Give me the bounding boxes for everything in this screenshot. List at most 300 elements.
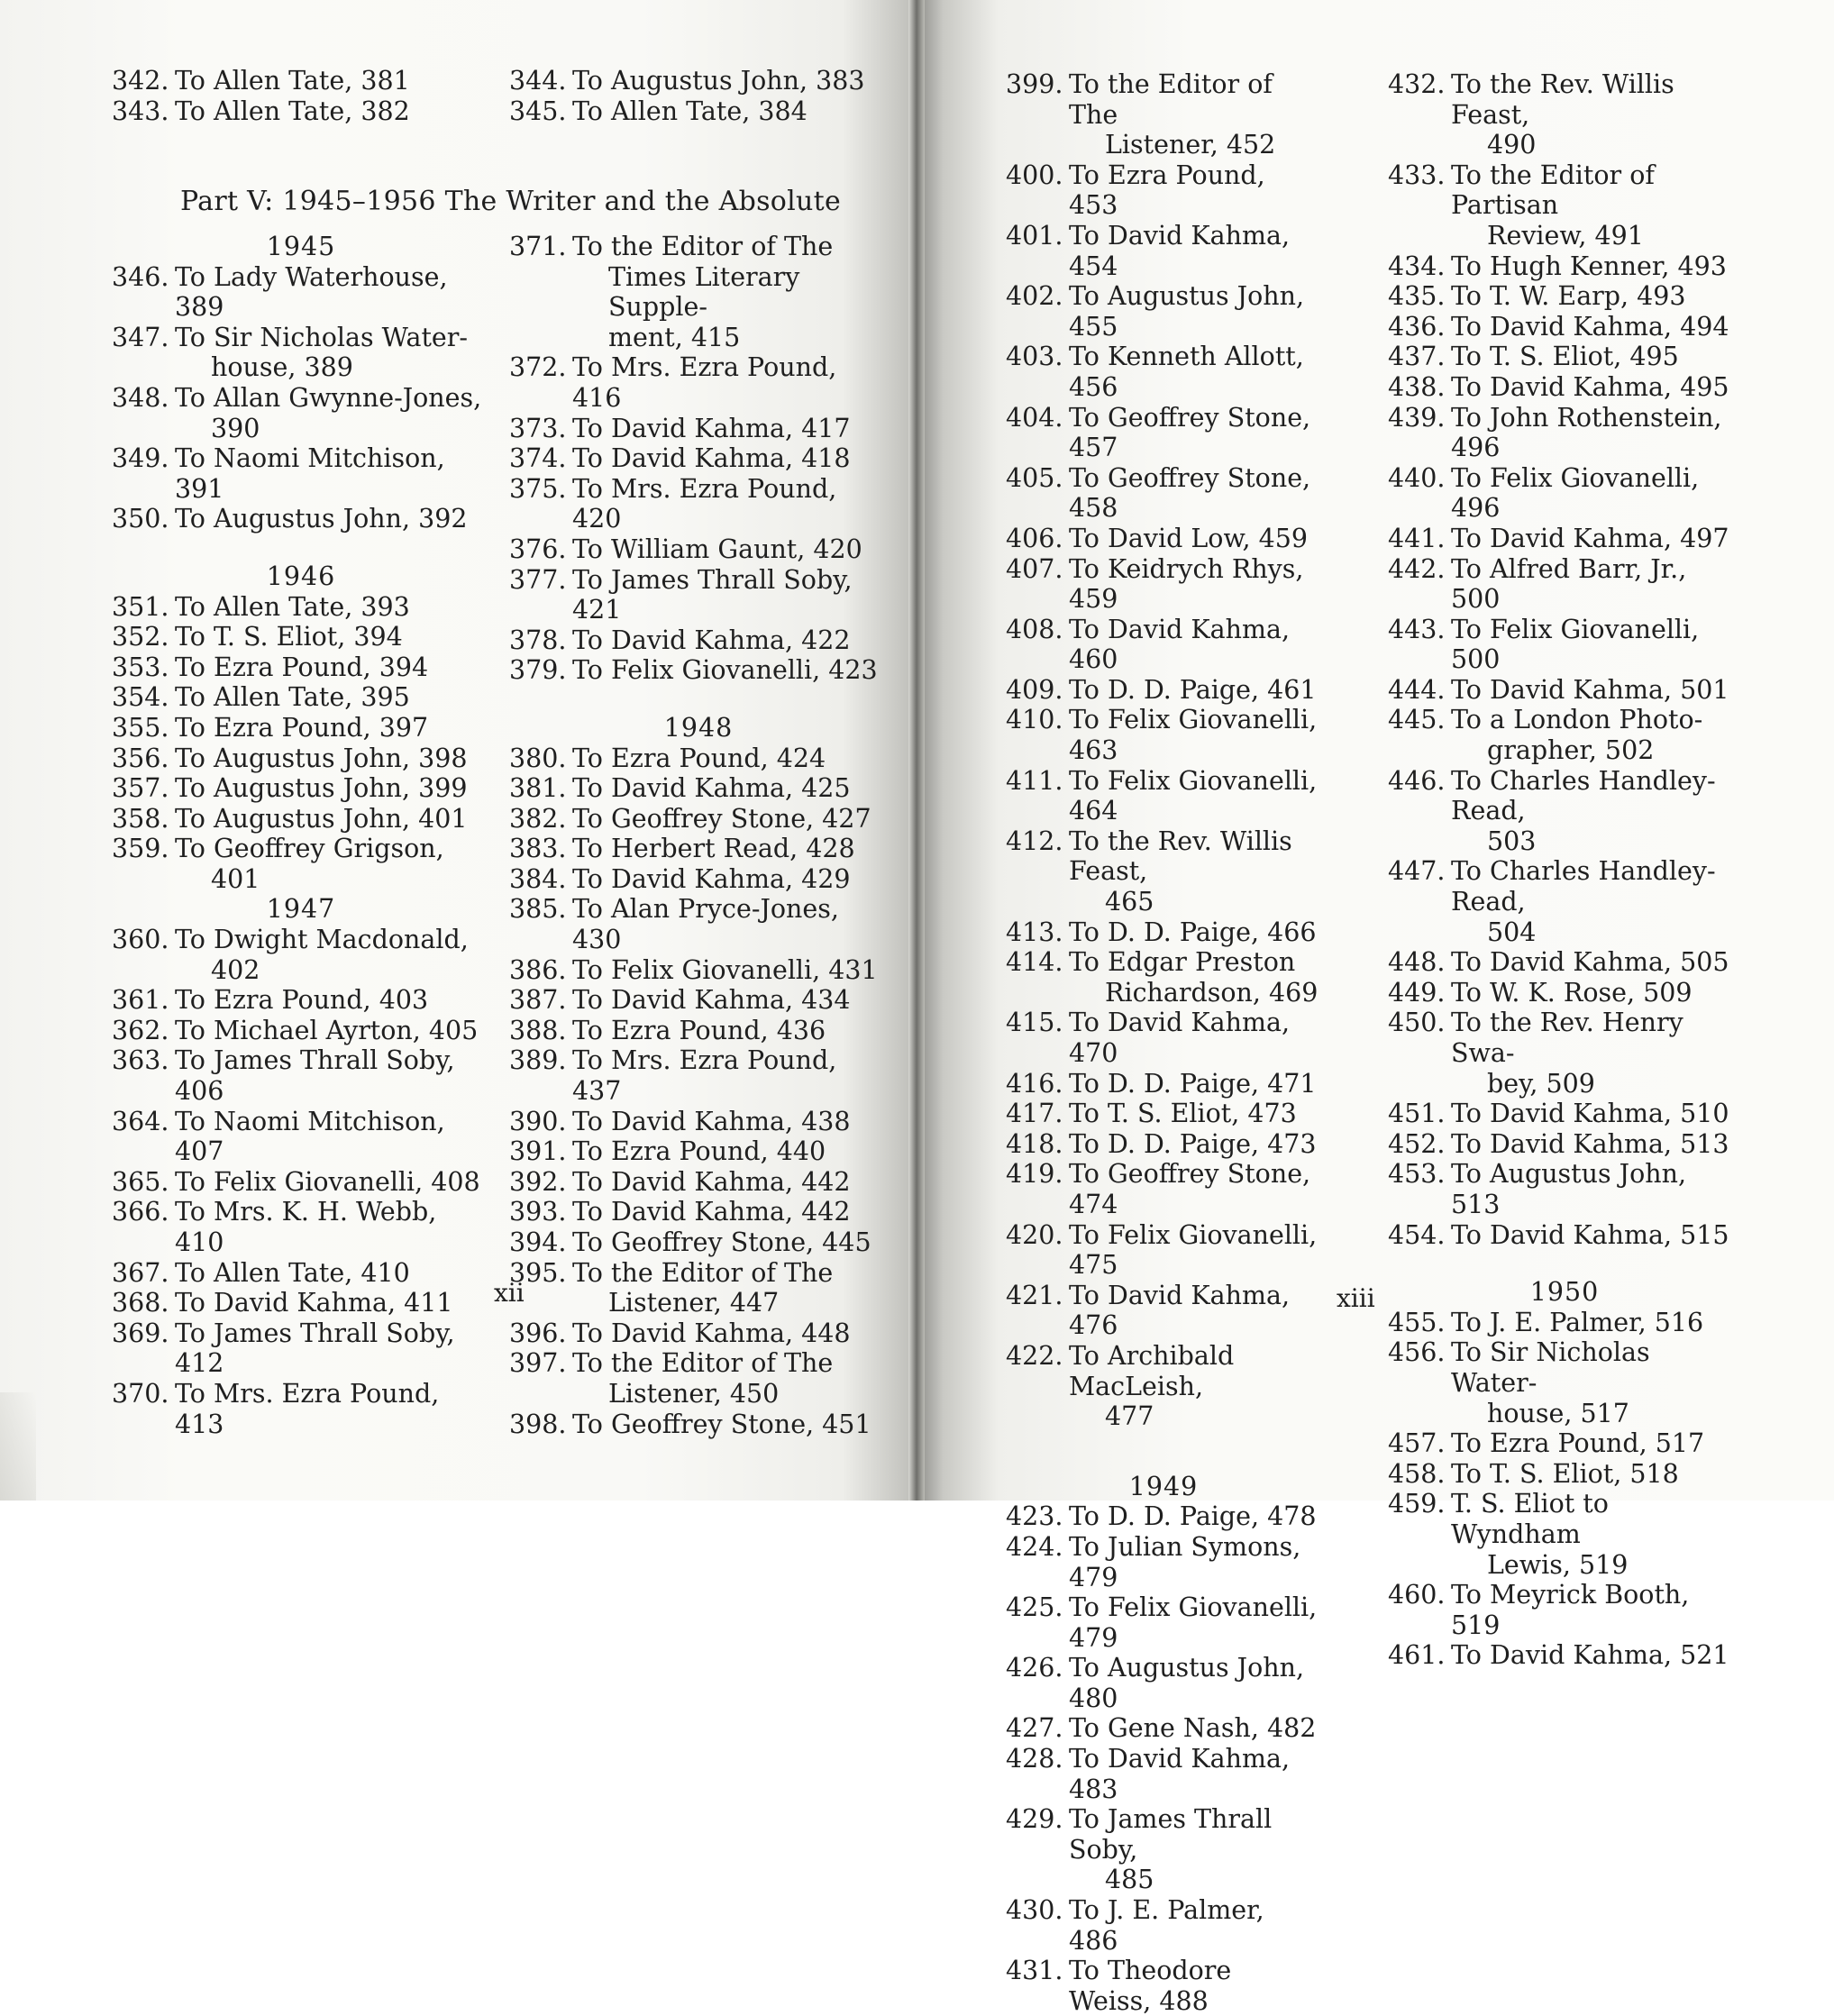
entry-text: To Augustus John, 392 (175, 504, 468, 534)
entry-number: 342. (112, 66, 169, 96)
toc-entry (112, 1379, 490, 1439)
entry-number: 429. (1006, 1804, 1063, 1835)
entry-number: 354. (112, 682, 169, 713)
year-heading: 1949 (1128, 1471, 1199, 1501)
toc-entry (112, 592, 490, 623)
toc-entry (509, 1348, 888, 1409)
entry-text: To Charles Handley-Read, (1451, 765, 1716, 826)
entry-text: To David Low, 459 (1069, 523, 1308, 553)
entry-text: To Mrs. Ezra Pound, 413 (175, 1378, 440, 1439)
entry-number: 405. (1006, 462, 1063, 493)
entry-text: To David Kahma, 438 (572, 1106, 851, 1136)
entry-number: 357. (112, 773, 169, 804)
toc-entry (112, 1107, 490, 1167)
entry-text: 402 (211, 954, 260, 985)
entry-number: 360. (112, 925, 169, 955)
toc-entry (1006, 917, 1321, 948)
entry-text: To Allen Tate, 395 (175, 682, 410, 713)
entry-number: 417. (1006, 1099, 1063, 1129)
entry-text: To the Editor of The (572, 1348, 834, 1379)
entry-number: 350. (112, 504, 169, 534)
entry-text: To Augustus John, 513 (1451, 1159, 1687, 1219)
toc-entry (1388, 1428, 1741, 1459)
entry-text: T. S. Eliot to Wyndham (1451, 1489, 1609, 1549)
entry-number: 389. (509, 1045, 567, 1076)
toc-entry (1388, 1580, 1741, 1640)
toc-entry (112, 1318, 490, 1379)
entry-text: Times Literary Supple- (608, 261, 800, 323)
toc-column (509, 66, 888, 126)
toc-entry (1388, 675, 1741, 706)
toc-entry (1006, 554, 1321, 615)
toc-column (1006, 69, 1321, 2016)
toc-entry (509, 534, 888, 565)
toc-entry (1388, 251, 1741, 282)
entry-number: 349. (112, 443, 169, 474)
toc-entry (1006, 1008, 1321, 1068)
entry-number: 451. (1388, 1099, 1446, 1129)
entry-number: 395. (509, 1257, 567, 1288)
entry-number: 408. (1006, 614, 1063, 644)
entry-text: ment, 415 (608, 322, 741, 352)
entry-number: 387. (509, 985, 567, 1016)
entry-number: 453. (1388, 1159, 1446, 1190)
entry-text: To D. D. Paige, 461 (1069, 674, 1317, 705)
toc-entry (509, 1409, 888, 1440)
toc-entry (112, 1288, 490, 1318)
entry-text: To David Kahma, 422 (572, 625, 851, 655)
entry-number: 391. (509, 1136, 567, 1167)
entry-text: To David Kahma, 442 (572, 1166, 851, 1197)
entry-number: 393. (509, 1197, 567, 1227)
entry-number: 406. (1006, 523, 1063, 553)
toc-entry (1006, 1956, 1321, 2016)
entry-text: To D. D. Paige, 478 (1069, 1501, 1317, 1532)
entry-text: To James Thrall Soby, 412 (175, 1318, 455, 1379)
entry-text: To David Kahma, 454 (1069, 220, 1291, 281)
entry-text: To Ezra Pound, 403 (175, 985, 429, 1016)
entry-text: To the Editor of The (572, 1257, 834, 1288)
entry-number: 437. (1388, 342, 1446, 372)
toc-entry (509, 894, 888, 954)
entry-text: To Ezra Pound, 424 (572, 743, 826, 773)
entry-text: To Alfred Barr, Jr., 500 (1451, 553, 1687, 615)
toc-entry (509, 352, 888, 413)
entry-number: 409. (1006, 674, 1063, 705)
entry-text: Lewis, 519 (1487, 1549, 1629, 1580)
entry-text: To Geoffrey Grigson, (175, 834, 444, 864)
toc-entry (509, 443, 888, 474)
entry-number: 419. (1006, 1159, 1063, 1190)
toc-entry (1006, 69, 1321, 160)
entry-number: 414. (1006, 947, 1063, 978)
toc-entry (1388, 1099, 1741, 1129)
entry-text: 477 (1105, 1401, 1154, 1432)
entry-text: To William Gaunt, 420 (572, 534, 862, 564)
entry-text: To David Kahma, 505 (1451, 947, 1729, 978)
entry-text: To Felix Giovanelli, 479 (1069, 1592, 1318, 1653)
toc-entry (1006, 342, 1321, 402)
entry-text: To James Thrall Soby, (1069, 1804, 1273, 1865)
toc-entry (1388, 524, 1741, 554)
toc-entry (1006, 463, 1321, 524)
entry-number: 459. (1388, 1489, 1446, 1519)
entry-number: 370. (112, 1378, 169, 1409)
toc-entry (509, 474, 888, 534)
entry-number: 440. (1388, 462, 1446, 493)
entry-text: To Felix Giovanelli, 496 (1451, 462, 1700, 524)
toc-entry (112, 504, 490, 534)
toc-entry (1006, 1592, 1321, 1653)
toc-entry (112, 834, 490, 894)
entry-number: 364. (112, 1106, 169, 1136)
entry-text: To Allen Tate, 381 (175, 66, 410, 96)
entry-text: 465 (1105, 887, 1154, 917)
entry-number: 368. (112, 1288, 169, 1318)
toc-entry (1388, 1159, 1741, 1219)
toc-entry (1388, 766, 1741, 857)
toc-entry (1006, 1501, 1321, 1532)
entry-number: 390. (509, 1106, 567, 1136)
entry-number: 439. (1388, 402, 1446, 433)
entry-text: house, 389 (211, 352, 353, 383)
entry-text: 503 (1487, 826, 1537, 856)
entry-text: To David Kahma, 513 (1451, 1128, 1729, 1159)
entry-text: To Geoffrey Stone, 474 (1069, 1159, 1311, 1219)
toc-entry (1006, 1532, 1321, 1592)
toc-entry (1388, 705, 1741, 765)
entry-number: 455. (1388, 1307, 1446, 1337)
toc-entry (112, 925, 490, 985)
toc-entry (1006, 1744, 1321, 1804)
entry-number: 375. (509, 473, 567, 504)
toc-entry (1006, 221, 1321, 281)
toc-entry (112, 323, 490, 383)
entry-text: To Hugh Kenner, 493 (1451, 251, 1727, 281)
entry-number: 430. (1006, 1895, 1063, 1926)
entry-text: To Alan Pryce-Jones, 430 (572, 894, 839, 955)
entry-text: To Augustus John, 383 (572, 66, 865, 96)
entry-number: 425. (1006, 1592, 1063, 1623)
entry-text: To Augustus John, 399 (175, 773, 468, 804)
entry-number: 443. (1388, 614, 1446, 644)
entry-text: To the Editor of The (572, 232, 834, 261)
entry-number: 461. (1388, 1640, 1446, 1671)
entry-number: 394. (509, 1227, 567, 1257)
toc-entry (509, 66, 888, 96)
entry-text: To the Editor of The (1069, 69, 1273, 130)
entry-text: To Felix Giovanelli, 423 (572, 655, 878, 686)
entry-number: 434. (1388, 251, 1446, 281)
entry-text: To James Thrall Soby, 421 (572, 564, 853, 625)
toc-column (509, 232, 888, 1439)
entry-number: 444. (1388, 674, 1446, 705)
page-corner-shadow (0, 1392, 36, 1501)
entry-number: 398. (509, 1409, 567, 1439)
entry-number: 445. (1388, 705, 1446, 735)
entry-number: 413. (1006, 917, 1063, 947)
toc-entry (112, 1016, 490, 1046)
toc-entry (509, 955, 888, 986)
entry-text: To Ezra Pound, 453 (1069, 160, 1265, 221)
entry-text: To David Kahma, 429 (572, 863, 851, 894)
toc-entry (1006, 705, 1321, 765)
entry-number: 377. (509, 564, 567, 595)
entry-text: To David Kahma, 448 (572, 1318, 851, 1348)
entry-text: To Allen Tate, 393 (175, 591, 410, 622)
entry-number: 432. (1388, 69, 1446, 99)
toc-entry (112, 682, 490, 713)
entry-number: 355. (112, 712, 169, 743)
toc-entry (112, 1167, 490, 1198)
entry-text: To a London Photo- (1451, 705, 1703, 735)
entry-number: 384. (509, 863, 567, 894)
entry-number: 373. (509, 413, 567, 443)
toc-entry (1006, 160, 1321, 221)
entry-number: 407. (1006, 553, 1063, 584)
entry-number: 380. (509, 743, 567, 773)
entry-text: To D. D. Paige, 473 (1069, 1128, 1317, 1159)
entry-text: To Sir Nicholas Water- (175, 322, 469, 352)
right-page (916, 0, 1834, 2016)
entry-text: To David Kahma, 483 (1069, 1744, 1291, 1804)
entry-number: 421. (1006, 1280, 1063, 1310)
entry-text: To Herbert Read, 428 (572, 834, 855, 864)
entry-number: 446. (1388, 765, 1446, 796)
toc-entry (112, 96, 490, 127)
toc-entry (1388, 1008, 1741, 1099)
entry-text: To Augustus John, 480 (1069, 1653, 1305, 1713)
entry-number: 386. (509, 954, 567, 985)
entry-text: To Geoffrey Stone, 457 (1069, 402, 1311, 463)
entry-text: 485 (1105, 1865, 1154, 1895)
entry-text: To Charles Handley-Read, (1451, 856, 1716, 917)
entry-text: To David Kahma, 418 (572, 443, 851, 474)
entry-number: 400. (1006, 160, 1063, 190)
toc-entry (112, 743, 490, 774)
entry-text: To David Kahma, 417 (572, 413, 851, 443)
toc-entry (509, 1167, 888, 1198)
entry-number: 438. (1388, 371, 1446, 402)
toc-entry (112, 773, 490, 804)
year-heading: 1946 (266, 561, 336, 591)
toc-entry (509, 1318, 888, 1349)
entry-text: To Augustus John, 455 (1069, 281, 1305, 342)
entry-text: 401 (211, 863, 260, 894)
toc-entry (509, 1045, 888, 1106)
toc-entry (1388, 978, 1741, 1008)
toc-entry (1388, 281, 1741, 312)
toc-entry (509, 985, 888, 1016)
entry-text: To J. E. Palmer, 486 (1069, 1895, 1264, 1956)
toc-entry (509, 96, 888, 127)
entry-text: To Dwight Macdonald, (175, 925, 469, 955)
toc-entry (1006, 1159, 1321, 1219)
entry-number: 359. (112, 834, 169, 864)
entry-number: 397. (509, 1348, 567, 1379)
entry-text: To Theodore Weiss, 488 (1069, 1956, 1232, 2016)
entry-text: To T. S. Eliot, 518 (1451, 1458, 1679, 1489)
entry-text: grapher, 502 (1487, 735, 1655, 766)
toc-entry (1006, 1099, 1321, 1129)
toc-entry (112, 985, 490, 1016)
toc-entry (509, 1258, 888, 1318)
toc-entry (1388, 1337, 1741, 1428)
entry-number: 366. (112, 1197, 169, 1227)
toc-entry (509, 804, 888, 835)
toc-entry (509, 232, 888, 352)
toc-entry (509, 655, 888, 686)
entry-text: To David Kahma, 521 (1451, 1640, 1729, 1671)
toc-entry (509, 1197, 888, 1227)
entry-text: Listener, 450 (608, 1378, 780, 1409)
toc-entry (1006, 281, 1321, 342)
entry-text: To Geoffrey Stone, 451 (572, 1409, 871, 1439)
entry-text: To Archibald MacLeish, (1069, 1340, 1235, 1401)
entry-number: 374. (509, 443, 567, 474)
entry-text: To Geoffrey Stone, 427 (572, 803, 871, 834)
entry-text: To David Kahma, 501 (1451, 674, 1729, 705)
entry-text: To Ezra Pound, 440 (572, 1136, 826, 1167)
entry-number: 418. (1006, 1128, 1063, 1159)
toc-entry (1006, 524, 1321, 554)
entry-text: To David Kahma, 497 (1451, 523, 1729, 553)
entry-number: 433. (1388, 160, 1446, 190)
entry-text: To Naomi Mitchison, 391 (175, 443, 445, 504)
entry-text: To John Rothenstein, 496 (1451, 402, 1722, 463)
entry-text: To David Kahma, 494 (1451, 311, 1729, 342)
entry-number: 378. (509, 625, 567, 655)
entry-text: To Felix Giovanelli, 431 (572, 954, 878, 985)
toc-entry (112, 1197, 490, 1257)
entry-text: To Augustus John, 398 (175, 743, 468, 773)
toc-entry (112, 383, 490, 443)
entry-number: 392. (509, 1166, 567, 1197)
toc-entry (509, 1107, 888, 1137)
year-heading: 1950 (1529, 1277, 1600, 1308)
entry-number: 353. (112, 652, 169, 682)
toc-entry (509, 565, 888, 625)
toc-entry (1006, 826, 1321, 917)
entry-number: 447. (1388, 856, 1446, 887)
entry-text: To the Rev. Henry Swa- (1451, 1008, 1683, 1068)
entry-number: 420. (1006, 1219, 1063, 1250)
toc-entry (1388, 69, 1741, 160)
entry-number: 404. (1006, 402, 1063, 433)
toc-entry (1388, 312, 1741, 342)
entry-text: To Felix Giovanelli, 464 (1069, 765, 1318, 826)
toc-entry (1006, 766, 1321, 826)
toc-entry (1006, 1069, 1321, 1099)
entry-text: To Allen Tate, 410 (175, 1257, 410, 1288)
entry-text: To Naomi Mitchison, 407 (175, 1106, 445, 1167)
entry-number: 442. (1388, 553, 1446, 584)
toc-entry (1388, 1308, 1741, 1338)
toc-entry (1006, 1713, 1321, 1744)
toc-entry (112, 652, 490, 683)
entry-text: To Ezra Pound, 394 (175, 652, 429, 682)
entry-number: 403. (1006, 342, 1063, 372)
entry-text: To Mrs. Ezra Pound, 416 (572, 352, 837, 413)
entry-text: To David Kahma, 510 (1451, 1099, 1729, 1129)
toc-entry (1006, 675, 1321, 706)
entry-text: To Ezra Pound, 436 (572, 1015, 826, 1045)
entry-text: Listener, 452 (1105, 130, 1276, 160)
toc-entry (112, 1045, 490, 1106)
entry-number: 367. (112, 1257, 169, 1288)
toc-entry (1388, 1489, 1741, 1580)
entry-text: Listener, 447 (608, 1288, 780, 1318)
toc-entry (509, 1227, 888, 1258)
entry-number: 412. (1006, 826, 1063, 856)
entry-number: 454. (1388, 1219, 1446, 1250)
toc-entry (509, 625, 888, 656)
entry-text: To Keidrych Rhys, 459 (1069, 553, 1304, 615)
entry-number: 382. (509, 803, 567, 834)
entry-number: 401. (1006, 220, 1063, 251)
entry-number: 343. (112, 96, 169, 126)
left-page (0, 0, 916, 1501)
entry-text: house, 517 (1487, 1398, 1629, 1428)
year-heading: 1948 (663, 712, 734, 743)
entry-number: 381. (509, 773, 567, 804)
entry-text: To T. W. Earp, 493 (1451, 281, 1686, 312)
entry-number: 436. (1388, 311, 1446, 342)
toc-entry (509, 1016, 888, 1046)
entry-number: 372. (509, 352, 567, 383)
entry-number: 376. (509, 534, 567, 564)
toc-entry (1388, 463, 1741, 524)
entry-number: 385. (509, 894, 567, 925)
entry-text: To Ezra Pound, 517 (1451, 1428, 1705, 1459)
entry-text: To T. S. Eliot, 473 (1069, 1099, 1297, 1129)
entry-number: 410. (1006, 705, 1063, 735)
toc-entry (112, 622, 490, 652)
entry-text: Review, 491 (1487, 220, 1644, 251)
entry-number: 458. (1388, 1458, 1446, 1489)
entry-number: 356. (112, 743, 169, 773)
entry-number: 399. (1006, 69, 1063, 99)
toc-entry (1006, 1129, 1321, 1160)
entry-text: To Allan Gwynne-Jones, (175, 382, 482, 413)
entry-text: To Allen Tate, 384 (572, 96, 808, 126)
entry-number: 450. (1388, 1008, 1446, 1038)
entry-number: 422. (1006, 1340, 1063, 1371)
toc-entry (1388, 947, 1741, 978)
entry-text: To Julian Symons, 479 (1069, 1531, 1301, 1592)
toc-entry (1388, 1459, 1741, 1490)
entry-text: To Michael Ayrton, 405 (175, 1015, 479, 1045)
entry-text: To Sir Nicholas Water- (1451, 1337, 1650, 1398)
entry-text: To Gene Nash, 482 (1069, 1713, 1317, 1744)
entry-text: To T. S. Eliot, 495 (1451, 342, 1679, 372)
entry-number: 347. (112, 322, 169, 352)
entry-text: To Felix Giovanelli, 475 (1069, 1219, 1318, 1281)
toc-entry (1006, 615, 1321, 675)
entry-text: To David Kahma, 476 (1069, 1280, 1291, 1341)
toc-entry (509, 1136, 888, 1167)
entry-number: 388. (509, 1015, 567, 1045)
entry-text: To Meyrick Booth, 519 (1451, 1580, 1690, 1640)
entry-text: To the Rev. Willis Feast, (1451, 69, 1674, 130)
entry-text: Richardson, 469 (1105, 977, 1318, 1008)
toc-entry (112, 713, 490, 743)
toc-entry (1006, 1653, 1321, 1713)
toc-entry (1006, 1804, 1321, 1895)
year-heading: 1945 (266, 232, 336, 261)
toc-column (112, 66, 490, 126)
book-gutter (908, 0, 925, 1501)
